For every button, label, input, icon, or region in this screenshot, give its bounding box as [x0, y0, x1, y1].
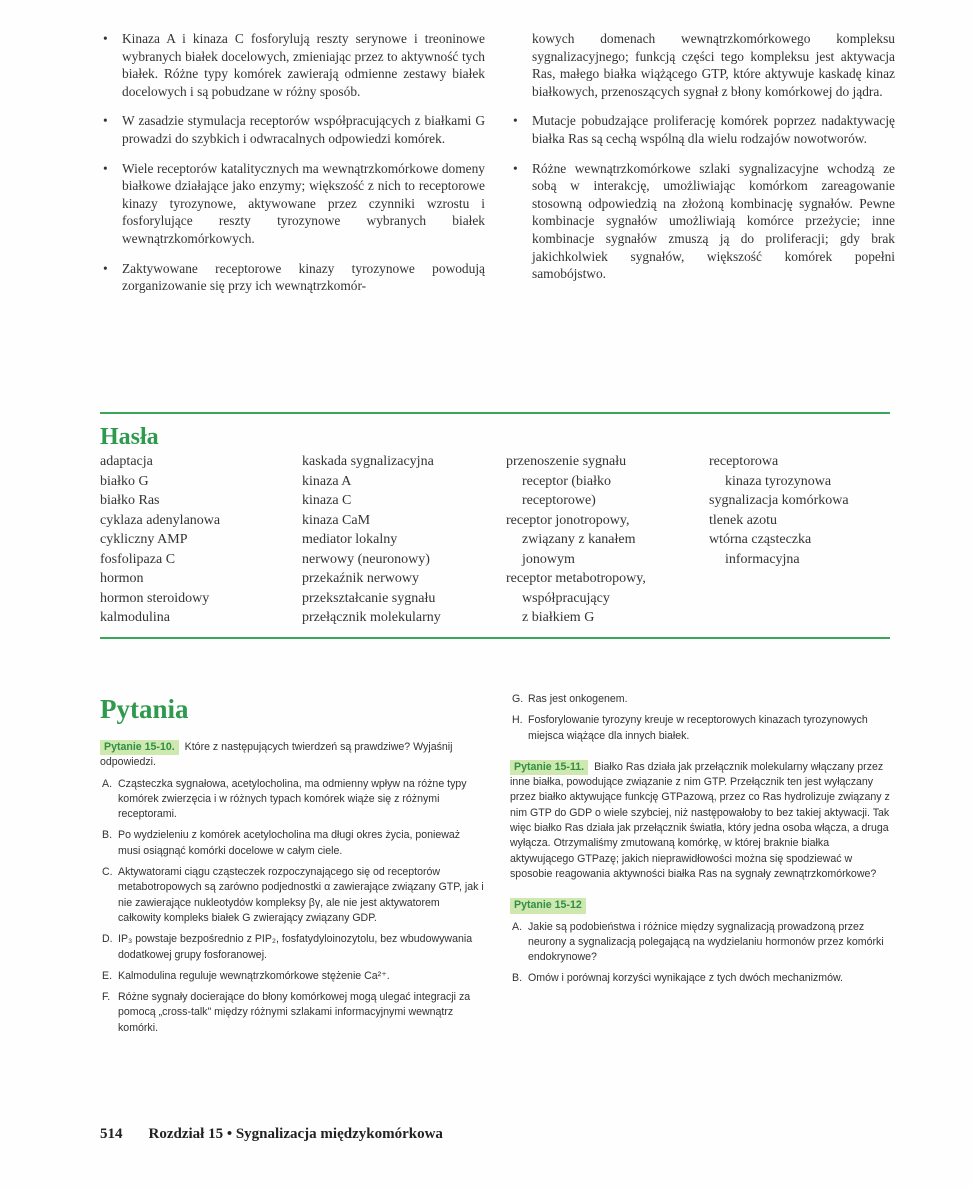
keyword-item: cyklaza adenylanowa — [100, 512, 221, 528]
answer-letter: F. — [102, 991, 111, 1004]
keywords-column-4 — [709, 452, 849, 569]
answer-list — [510, 692, 895, 744]
keyword-item: kinaza A — [302, 473, 352, 489]
answer-list — [100, 777, 485, 1036]
keyword-item: hormon — [100, 571, 144, 586]
answer-letter: C. — [102, 866, 113, 879]
questions-title: Pytania — [100, 694, 189, 724]
answer-letter: H. — [512, 714, 523, 727]
answer-item — [100, 865, 485, 926]
question-15-11 — [510, 760, 895, 882]
answer-letter: B. — [512, 972, 523, 985]
keyword-item: mediator lokalny — [302, 532, 398, 547]
keyword-item: receptorowa — [709, 454, 779, 469]
keyword-item: fosfolipaza C — [100, 551, 176, 567]
answer-item — [100, 932, 485, 963]
keyword-item: kaskada sygnalizacyjna — [302, 454, 434, 469]
answer-item — [510, 692, 895, 707]
summary-right-column — [510, 30, 895, 295]
answer-text: IP₃ powstaje bezpośrednio z PIP₂, fosfatydyloinozytolu, bez wbudowywania dodatkowej grupy fosforanowej. — [118, 933, 473, 961]
keywords-title: Hasła — [100, 424, 159, 450]
keyword-item: cykliczny AMP — [100, 532, 188, 547]
keyword-item: receptor jonotropowy, — [506, 512, 630, 528]
keyword-item: kinaza tyrozynowa — [725, 473, 832, 489]
keyword-item: kalmodulina — [100, 610, 170, 625]
summary-continuation: kowych domenach wewnątrzkomórkowego kompleksu sygnalizacyjnego; funkcją części tego kompleksu jest aktywacja Ras, małego białka wiążącego GTP, które aktywuje kaskadę kinaz białkowych, przenoszących sygnał z błony komórkowej do jądra. — [532, 31, 895, 99]
answer-item — [100, 777, 485, 823]
keyword-item: nerwowy (neuronowy) — [302, 551, 430, 567]
summary-bullet: • Zaktywowane receptorowe kinazy tyrozynowe powodują zorganizowanie się przy ich wewnątrzkomór- — [100, 260, 485, 295]
keyword-item: białko Ras — [100, 493, 160, 508]
keyword-item: przekaźnik nerwowy — [302, 571, 420, 586]
keyword-item: receptor (białko — [522, 473, 612, 489]
question-label: Pytanie 15-12 — [510, 898, 586, 913]
answer-letter: A. — [102, 777, 113, 790]
keywords-column-1 — [100, 452, 220, 628]
answer-letter: D. — [102, 933, 113, 946]
answer-item — [100, 969, 485, 984]
summary-bullet: • Mutacje pobudzające proliferację komórek poprzez nadaktywację białka Ras są cechą wspólną dla wielu rodzajów nowotworów. — [510, 112, 895, 147]
answer-item — [100, 990, 485, 1036]
summary-bullet: • Kinaza A i kinaza C fosforylują reszty serynowe i treoninowe wybranych białek docelowych, zmieniając przez to aktywność tych białek. Różne typy komórek zawierają odmienne zestawy białek docelowych i są pobudzane w różny sposób. — [100, 30, 485, 100]
keyword-item: tlenek azotu — [709, 512, 778, 528]
keyword-item: sygnalizacja komórkowa — [709, 493, 849, 508]
answer-item — [100, 828, 485, 859]
question-15-10 — [100, 740, 485, 1036]
question-text: Białko Ras działa jak przełącznik molekularny włączany przez inne białka, powodujące związanie z nim GTP. Przełącznik ten jest wyłączany przez białko aktywujące funkcję GTPazową, przez co Ras hydrolizuje związany z nim GTP do GDP o wiele szybciej, niż następowałoby to bez takiej aktywacji. Tak więc białko Ras działa jak przełącznik światła, który jedna osoba włącza, a druga wyłącza. Otrzymaliśmy zmutowaną komórkę, w której braknie białka aktywującego GTPazę; jakich nieprawidłowości można się spodziewać w sposobie reagowania aktywności białka Ras na sygnały zewnątrzkomórkowe? — [510, 760, 890, 880]
summary-list-right — [510, 112, 895, 282]
keyword-item: receptor metabotropowy, — [506, 571, 646, 586]
summary-list-left — [100, 30, 485, 295]
answer-text: Po wydzieleniu z komórek acetylocholina ma długi okres życia, ponieważ musi osiągnąć komórki docelowe w całym ciele. — [118, 829, 461, 857]
answer-text: Różne sygnały docierające do błony komórkowej mogą ulegać integracji za pomocą „cross-talk" między różnymi szlakami informacyjnymi wewnątrz komórki. — [118, 991, 471, 1034]
page-footer — [100, 1126, 443, 1143]
chapter-title: Rozdział 15 • Sygnalizacja międzykomórkowa — [148, 1126, 443, 1142]
keywords-column-2 — [302, 452, 441, 628]
keyword-item: receptorowe) — [522, 493, 596, 508]
questions-left-column — [100, 740, 485, 1052]
answer-text: Jakie są podobieństwa i różnice między sygnalizacją prowadzoną przez neurony a sygnalizacją polegającą na wydzielaniu hormonów przez komórki endokrynowe? — [528, 920, 884, 964]
keyword-item: przekształcanie sygnału — [302, 590, 436, 606]
section-divider — [100, 412, 890, 414]
keyword-item: informacyjna — [725, 551, 800, 567]
keyword-item: współpracujący — [522, 590, 610, 606]
question-text: Które z następujących twierdzeń są prawdziwe? Wyjaśnij odpowiedzi. — [100, 741, 453, 769]
answer-item — [510, 971, 895, 986]
keywords-column-3 — [506, 452, 646, 628]
answer-text: Ras jest onkogenem. — [528, 693, 628, 705]
keyword-item: adaptacja — [100, 454, 153, 469]
answer-letter: G. — [512, 693, 524, 705]
questions-right-column — [510, 692, 895, 1003]
answer-letter: A. — [512, 920, 523, 933]
question-15-12 — [510, 898, 895, 986]
keyword-item: kinaza C — [302, 493, 352, 508]
question-label: Pytanie 15-11. — [510, 760, 588, 775]
answer-text: Omów i porównaj korzyści wynikające z tych dwóch mechanizmów. — [528, 972, 843, 985]
answer-text: Aktywatorami ciągu cząsteczek rozpoczynającego się od receptorów metabotropowych są zarówno podjednostki α zawierające związany GTP, jak i nie zawierające nukleotydów kompleksy βγ, ale nie jest aktywatorem całkowity kompleks białek G zwierający związany GDP. — [118, 866, 484, 924]
answer-text: Fosforylowanie tyrozyny kreuje w receptorowych kinazach tyrozynowych miejsca wiążące dla innych białek. — [528, 714, 868, 742]
keyword-item: wtórna cząsteczka — [709, 532, 812, 547]
answer-text: Cząsteczka sygnałowa, acetylocholina, ma odmienny wpływ na różne typy komórek zwierzęcia i w różnych typach komórek wiąże się z różnymi receptorami. — [118, 777, 467, 821]
keyword-item: przenoszenie sygnału — [506, 454, 627, 469]
answer-list — [510, 920, 895, 987]
answer-letter: B. — [102, 829, 113, 842]
page-number: 514 — [100, 1126, 123, 1142]
keyword-item: związany z kanałem — [522, 532, 636, 547]
answer-text: Kalmodulina reguluje wewnątrzkomórkowe stężenie Ca²⁺. — [118, 969, 390, 982]
keyword-item: jonowym — [522, 551, 575, 567]
summary-bullet: • Różne wewnątrzkomórkowe szlaki sygnalizacyjne wchodzą ze sobą w interakcję, umożliwiając komórkom zareagowanie stosowną odpowiedzią na złożoną kombinację sygnałów. Pewne kombinacje sygnałów umożliwiają komórce przeżycie; inne kombinacje sygnałów zmuszą ją do proliferacji; gdy brak jakichkolwiek sygnałów, większość komórek popełni samobójstwo. — [510, 160, 895, 283]
answer-item — [510, 713, 895, 744]
keyword-item: z białkiem G — [522, 610, 595, 625]
answer-letter: E. — [102, 969, 113, 982]
summary-bullet: • Wiele receptorów katalitycznych ma wewnątrzkomórkowe domeny białkowe działające jako enzymy; większość z nich to receptorowe kinazy tyrozynowe, aktywowane przez czynniki wzrostu i fosforylujące reszty tyrozynowe wybranych białek wewnątrzkomórkowych. — [100, 160, 485, 248]
keyword-item: hormon steroidowy — [100, 590, 210, 606]
question-15-10-continued — [510, 692, 895, 744]
keyword-item: kinaza CaM — [302, 512, 371, 528]
section-divider — [100, 637, 890, 639]
keyword-item: białko G — [100, 473, 149, 489]
answer-item — [510, 920, 895, 966]
question-label: Pytanie 15-10. — [100, 740, 179, 755]
keyword-item: przełącznik molekularny — [302, 610, 441, 625]
summary-left-column — [100, 30, 485, 307]
summary-bullet: • W zasadzie stymulacja receptorów współpracujących z białkami G prowadzi do szybkich i odwracalnych odpowiedzi komórek. — [100, 112, 485, 147]
